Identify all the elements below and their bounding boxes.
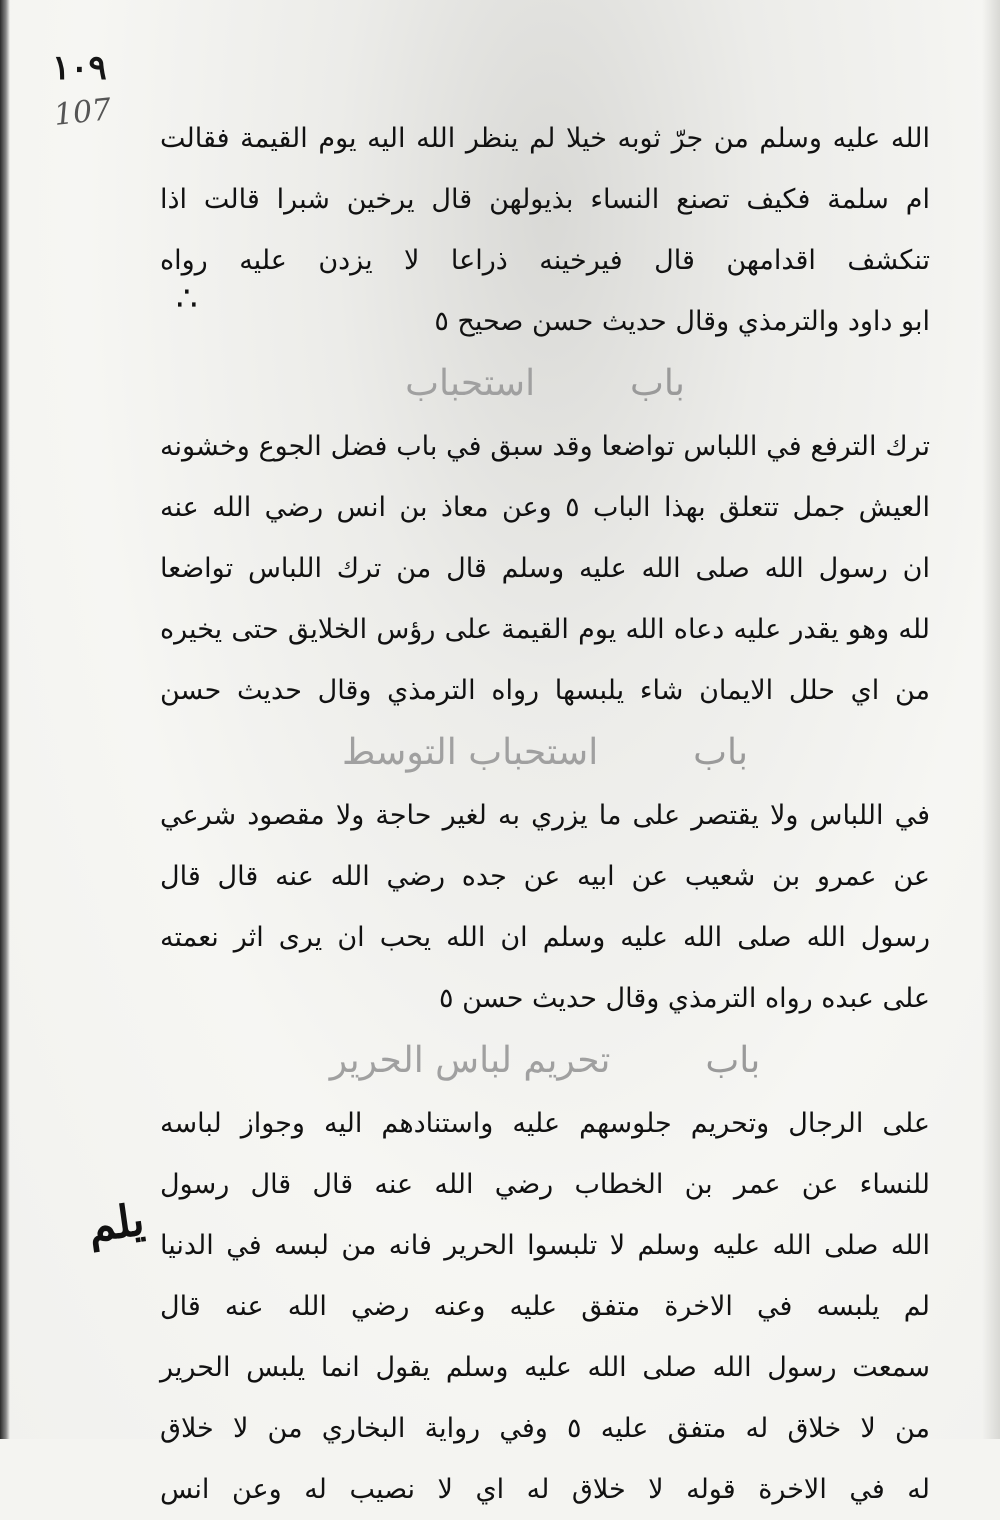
text-line: في اللباس ولا يقتصر على ما يزري به لغير حاجة ولا مقصود شرعي bbox=[160, 800, 930, 831]
text-line: سمعت رسول الله صلى الله عليه وسلم يقول انما يلبس الحرير bbox=[160, 1352, 930, 1383]
text-line: ام سلمة فكيف تصنع النساء بذيولهن قال يرخين شبرا قالت اذا bbox=[160, 184, 930, 215]
text-line: العيش جمل تتعلق بهذا الباب ٥ وعن معاذ بن انس رضي الله عنه bbox=[160, 492, 931, 523]
text-line: ترك الترفع في اللباس تواضعا وقد سبق في باب فضل الجوع وخشونه bbox=[160, 431, 930, 462]
text-line: لله وهو يقدر عليه دعاه الله يوم القيمة على رؤس الخلايق حتى يخيره bbox=[160, 614, 930, 645]
chapter-heading-prefix: باب bbox=[630, 363, 685, 404]
text-line: ان رسول الله صلى الله عليه وسلم قال من ترك اللباس تواضعا bbox=[160, 553, 930, 584]
text-line: ابو داود والترمذي وقال حديث حسن صحيح ٥ bbox=[434, 306, 930, 337]
chapter-heading bbox=[160, 352, 930, 416]
verse-marker-dots-icon: ∴ bbox=[176, 279, 198, 319]
chapter-heading-prefix: باب bbox=[705, 1040, 761, 1081]
chapter-heading-prefix: باب bbox=[693, 732, 748, 773]
main-text-block bbox=[160, 108, 930, 1520]
chapter-heading-title: استحباب التوسط bbox=[342, 732, 599, 773]
text-line: على عبده رواه الترمذي وقال حديث حسن ٥ bbox=[439, 983, 930, 1014]
chapter-heading bbox=[160, 1029, 930, 1093]
text-line: لم يلبسه في الاخرة متفق عليه وعنه رضي الله عنه قال bbox=[160, 1291, 930, 1322]
chapter-heading-title: تحريم لباس الحرير bbox=[329, 1040, 611, 1081]
text-line: رسول الله صلى الله عليه وسلم ان الله يحب ان يرى اثر نعمته bbox=[160, 922, 930, 953]
text-line: الله صلى الله عليه وسلم لا تلبسوا الحرير فانه من لبسه في الدنيا bbox=[160, 1230, 930, 1261]
chapter-heading bbox=[160, 721, 930, 785]
folio-number: ١٠٩ bbox=[52, 48, 107, 88]
page-binding-edge bbox=[0, 0, 10, 1439]
text-line: تنكشف اقدامهن قال فيرخينه ذراعا لا يزدن عليه رواه bbox=[160, 245, 930, 276]
text-line: عن عمرو بن شعيب عن ابيه عن جده رضي الله عنه قال قال bbox=[160, 861, 930, 892]
page-right-edge bbox=[982, 0, 1000, 1439]
text-line: من لا خلاق له متفق عليه ٥ وفي رواية البخاري من لا خلاق bbox=[160, 1413, 930, 1444]
text-line: له في الاخرة قوله لا خلاق له اي لا نصيب له وعن انس bbox=[160, 1474, 930, 1505]
text-line: للنساء عن عمر بن الخطاب رضي الله عنه قال قال رسول bbox=[160, 1169, 930, 1200]
chapter-heading-title: استحباب bbox=[405, 363, 536, 404]
folio-old-number: 107 bbox=[52, 92, 113, 133]
text-line: الله عليه وسلم من جرّ ثوبه خيلا لم ينظر الله اليه يوم القيمة فقالت bbox=[160, 123, 930, 154]
text-line: من اي حلل الايمان شاء يلبسها رواه الترمذي وقال حديث حسن bbox=[160, 675, 930, 706]
text-line: على الرجال وتحريم جلوسهم عليه واستنادهم اليه وجواز لباسه bbox=[160, 1108, 930, 1139]
margin-catchword: يلم bbox=[84, 1194, 148, 1253]
